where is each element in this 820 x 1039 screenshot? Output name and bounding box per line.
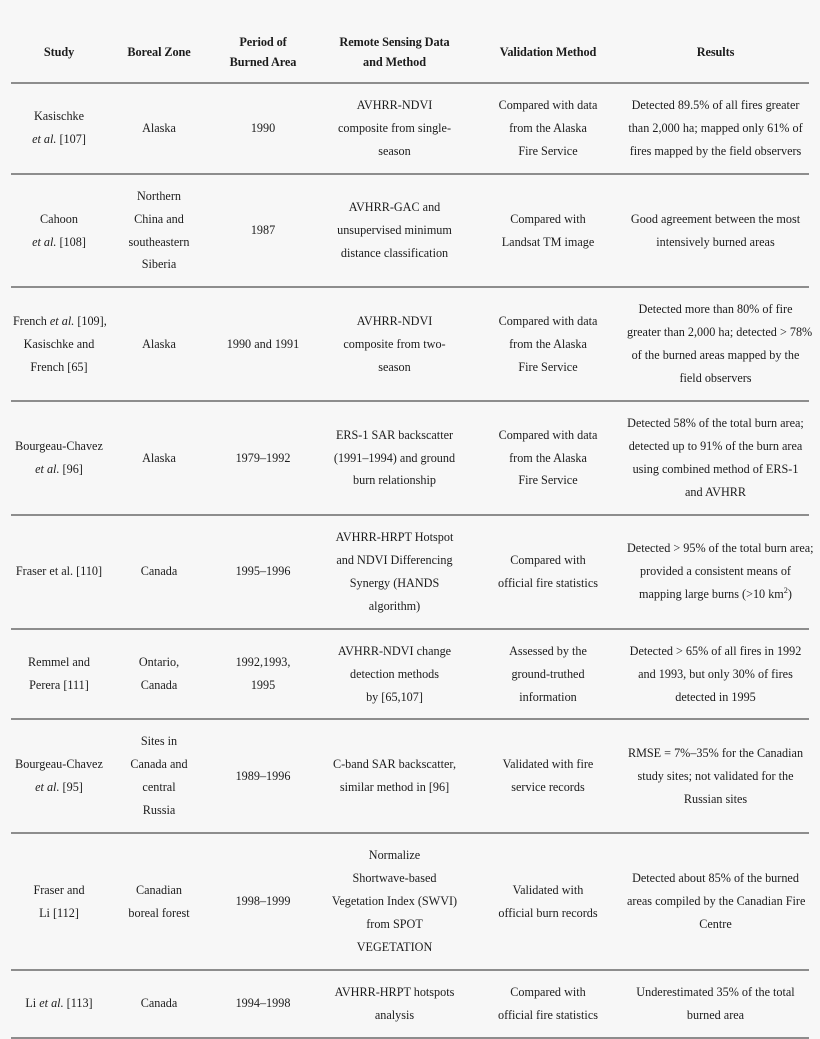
cell-study xyxy=(11,287,107,401)
cell-study-line: Kasischke xyxy=(33,109,85,124)
cell-boreal-zone-line: Alaska xyxy=(142,120,176,135)
column-header-period xyxy=(211,30,315,83)
cell-study xyxy=(11,401,107,515)
cell-results-line: RMSE = 7%–35% for the Canadian xyxy=(627,745,804,760)
cell-period-line: 1995–1996 xyxy=(235,564,291,579)
cell-boreal-zone-lines xyxy=(109,333,209,356)
cell-results-lines xyxy=(627,412,804,504)
cell-study-lines xyxy=(13,560,105,583)
cell-method-line: AVHRR-NDVI xyxy=(356,313,433,328)
cell-method-line: by [65,107] xyxy=(366,689,423,704)
cell-results xyxy=(622,401,809,515)
cell-study-line: Bourgeau-Chavez xyxy=(15,757,103,772)
cell-period xyxy=(211,287,315,401)
header-label-results: Results xyxy=(696,44,735,59)
cell-results-line: detected up to 91% of the burn area xyxy=(628,439,803,454)
cell-boreal-zone-lines xyxy=(109,992,209,1015)
cell-method-lines xyxy=(320,424,469,493)
cell-period xyxy=(211,83,315,174)
cell-method-line: distance classification xyxy=(340,245,449,260)
cell-study-lines xyxy=(13,992,105,1015)
header-label-period-line2: Burned Area xyxy=(229,54,297,69)
cell-method-lines xyxy=(320,526,469,618)
cell-boreal-zone xyxy=(107,287,211,401)
cell-results-line: areas compiled by the Canadian Fire xyxy=(627,894,806,909)
cell-validation-line: from the Alaska xyxy=(509,120,587,135)
cell-validation-line: Compared with data xyxy=(498,427,598,442)
cell-study-line: Li [112] xyxy=(39,905,79,920)
column-header-remote-sensing-method xyxy=(315,30,474,83)
cell-results-line: provided a consistent means of xyxy=(640,564,791,579)
cell-results-line: of the burned areas mapped by the xyxy=(631,348,800,363)
cell-validation-lines xyxy=(479,981,617,1027)
cell-study-lines xyxy=(13,208,105,254)
cell-validation-line: from the Alaska xyxy=(509,450,587,465)
cell-results-line: than 2,000 ha; mapped only 61% of xyxy=(628,120,803,135)
cell-validation-lines xyxy=(479,753,617,799)
cell-study xyxy=(11,515,107,629)
cell-results-lines xyxy=(627,742,804,811)
cell-study-line: Fraser et al. [110] xyxy=(15,564,103,579)
cell-boreal-zone-line: Canada and xyxy=(130,757,188,772)
cell-boreal-zone-lines xyxy=(109,651,209,697)
cell-validation-lines xyxy=(479,424,617,493)
cell-boreal-zone-line: central xyxy=(142,780,176,795)
cell-study-line: Bourgeau-Chavez xyxy=(15,439,103,454)
burned-area-studies-table xyxy=(11,30,814,1039)
cell-boreal-zone xyxy=(107,174,211,288)
et-al-italic: et al. xyxy=(32,132,57,147)
cell-validation-lines xyxy=(479,208,617,254)
cell-boreal-zone-lines xyxy=(109,447,209,470)
header-label-method-line2: and Method xyxy=(363,54,426,69)
cell-method xyxy=(315,970,474,1038)
cell-results-line: mapping large burns (>10 $km^2$) xyxy=(639,586,792,602)
cell-period xyxy=(211,629,315,720)
cell-results-line: study sites; not validated for the xyxy=(637,768,794,783)
cell-period-lines xyxy=(213,765,313,788)
cell-results-line: detected in 1995 xyxy=(675,689,756,704)
cell-results xyxy=(622,515,814,629)
cell-period xyxy=(211,719,315,833)
table-row xyxy=(11,83,809,174)
cell-study-line: Perera [111] xyxy=(29,678,89,693)
cell-boreal-zone-line: Alaska xyxy=(142,336,176,351)
column-header-study xyxy=(11,30,107,83)
cell-period-line: 1979–1992 xyxy=(235,450,291,465)
cell-validation-lines xyxy=(479,549,617,595)
cell-results-line: using combined method of ERS-1 xyxy=(632,462,799,476)
cell-boreal-zone-line: Northern xyxy=(137,188,181,203)
cell-validation xyxy=(474,629,622,720)
cell-period xyxy=(211,515,315,629)
cell-validation-lines xyxy=(479,879,617,925)
table-header xyxy=(11,30,809,83)
cell-study-line: Kasischke and xyxy=(23,336,95,351)
cell-method-line: Vegetation Index (SWVI) xyxy=(331,894,458,909)
cell-results-line: Underestimated 35% of the total xyxy=(636,984,795,999)
cell-validation-line: Landsat TM image xyxy=(501,234,595,249)
cell-results-lines xyxy=(627,981,804,1027)
cell-results xyxy=(622,629,809,720)
cell-period-line: 1994–1998 xyxy=(235,996,291,1011)
cell-method-line: detection methods xyxy=(349,666,439,681)
cell-boreal-zone-lines xyxy=(109,879,209,925)
cell-results-line: and AVHRR xyxy=(684,484,747,499)
cell-method-line: Shortwave-based xyxy=(352,871,437,886)
cell-method-line: AVHRR-GAC and xyxy=(348,200,441,215)
cell-validation xyxy=(474,83,622,174)
cell-results-line: greater than 2,000 ha; detected > 78% xyxy=(627,325,813,340)
cell-method-lines xyxy=(320,981,469,1027)
cell-method xyxy=(315,174,474,288)
cell-method xyxy=(315,401,474,515)
table-row xyxy=(11,515,809,629)
et-al-italic: et al. xyxy=(35,462,60,476)
table-row xyxy=(11,629,809,720)
cell-method xyxy=(315,629,474,720)
cell-method-line: unsupervised minimum xyxy=(337,223,452,238)
cell-study-lines xyxy=(13,651,105,697)
cell-boreal-zone-lines xyxy=(109,185,209,277)
header-row xyxy=(11,30,809,83)
cell-method xyxy=(315,833,474,970)
cell-method xyxy=(315,515,474,629)
cell-period xyxy=(211,833,315,970)
cell-method-line: similar method in [96] xyxy=(339,780,450,795)
cell-period-lines xyxy=(213,651,313,697)
cell-validation-line: service records xyxy=(511,780,585,795)
cell-results xyxy=(622,174,809,288)
cell-study-line: et al. [96] xyxy=(35,462,83,476)
cell-period-line: 1992,1993, xyxy=(235,655,291,670)
cell-period-line: 1990 and 1991 xyxy=(226,336,300,351)
table-row xyxy=(11,833,809,970)
cell-method-line: composite from single- xyxy=(337,120,452,135)
cell-boreal-zone-line: boreal forest xyxy=(128,905,190,920)
cell-study-lines xyxy=(13,753,105,799)
cell-validation xyxy=(474,174,622,288)
cell-boreal-zone-line: China and xyxy=(134,211,184,226)
cell-study-lines xyxy=(13,105,105,151)
cell-results-line: fires mapped by the field observers xyxy=(629,143,802,158)
cell-method xyxy=(315,83,474,174)
cell-period-lines xyxy=(213,447,313,470)
cell-study-line: et al. [95] xyxy=(35,780,83,795)
cell-method xyxy=(315,719,474,833)
cell-results-line: Detected > 95% of the total burn area; xyxy=(627,541,814,556)
cell-results-lines xyxy=(627,298,813,390)
cell-period-lines xyxy=(213,560,313,583)
table-row xyxy=(11,174,809,288)
cell-method-line: algorithm) xyxy=(368,598,421,613)
cell-study-line: Remmel and xyxy=(28,655,90,670)
cell-method-lines xyxy=(320,753,469,799)
cell-results-line: Detected more than 80% of fire xyxy=(638,302,793,317)
cell-validation-line: Fire Service xyxy=(518,143,578,158)
cell-period-line: 1995 xyxy=(250,678,276,693)
cell-results-line: Detected 58% of the total burn area; xyxy=(627,416,804,431)
cell-boreal-zone xyxy=(107,970,211,1038)
cell-validation xyxy=(474,287,622,401)
cell-method-line: ERS-1 SAR backscatter xyxy=(335,427,454,442)
cell-boreal-zone xyxy=(107,401,211,515)
cell-boreal-zone xyxy=(107,833,211,970)
cell-period-lines xyxy=(213,117,313,140)
header-label-validation: Validation Method xyxy=(499,44,597,59)
cell-study xyxy=(11,970,107,1038)
cell-boreal-zone-line: Canada xyxy=(140,564,178,579)
cell-results xyxy=(622,970,809,1038)
cell-period xyxy=(211,401,315,515)
cell-boreal-zone-line: Canada xyxy=(140,678,178,693)
header-label-method-line1: Remote Sensing Data xyxy=(339,35,450,49)
cell-study-lines xyxy=(13,310,105,379)
table-row xyxy=(11,287,809,401)
cell-method xyxy=(315,287,474,401)
cell-validation-line: Compared with xyxy=(510,984,586,999)
cell-boreal-zone-line: Canada xyxy=(140,996,178,1011)
column-header-validation-method xyxy=(474,30,622,83)
cell-period-lines xyxy=(213,890,313,913)
cell-method-line: AVHRR-NDVI change xyxy=(337,643,452,658)
cell-boreal-zone-line: Siberia xyxy=(141,257,177,272)
cell-method-lines xyxy=(320,310,469,379)
cell-validation xyxy=(474,515,622,629)
cell-results xyxy=(622,833,809,970)
cell-validation-line: information xyxy=(519,689,577,704)
cell-validation xyxy=(474,401,622,515)
cell-results-line: burned area xyxy=(686,1007,745,1022)
header-label-study: Study xyxy=(43,44,75,59)
cell-results-lines xyxy=(627,640,804,709)
cell-method-line: C-band SAR backscatter, xyxy=(332,757,457,772)
cell-method-line: Normalize xyxy=(368,848,421,863)
cell-results-lines xyxy=(627,94,804,163)
superscript-exponent: 2 xyxy=(783,586,788,596)
cell-boreal-zone-line: Canadian xyxy=(135,882,183,897)
cell-study xyxy=(11,174,107,288)
cell-validation-line: official burn records xyxy=(498,905,598,920)
cell-study-line: et al. [107] xyxy=(32,132,86,147)
table-row xyxy=(11,970,809,1038)
header-label-boreal-zone: Boreal Zone xyxy=(127,44,191,59)
cell-period-line: 1987 xyxy=(250,223,276,238)
cell-boreal-zone-line: Alaska xyxy=(142,450,176,465)
cell-period-lines xyxy=(213,992,313,1015)
cell-study-line: French et al. [109], xyxy=(13,313,107,328)
cell-period-line: 1990 xyxy=(250,120,276,135)
cell-results-line: Detected 89.5% of all fires greater xyxy=(631,97,800,112)
cell-method-line: AVHRR-HRPT hotspots xyxy=(334,984,455,999)
cell-study xyxy=(11,719,107,833)
cell-study xyxy=(11,83,107,174)
cell-results xyxy=(622,287,813,401)
cell-boreal-zone xyxy=(107,629,211,720)
cell-boreal-zone-line: Sites in xyxy=(140,734,178,749)
et-al-italic: et al. xyxy=(32,234,57,249)
cell-study xyxy=(11,833,107,970)
column-header-results xyxy=(622,30,809,83)
table-row xyxy=(11,719,809,833)
cell-boreal-zone xyxy=(107,515,211,629)
cell-period-line: 1989–1996 xyxy=(235,768,291,783)
cell-method-line: season xyxy=(378,143,411,158)
cell-method-line: from SPOT xyxy=(366,917,423,931)
cell-results-line: Good agreement between the most xyxy=(630,211,801,226)
cell-validation-line: Compared with data xyxy=(498,313,598,328)
cell-method-line: VEGETATION xyxy=(356,939,433,954)
cell-validation-line: official fire statistics xyxy=(498,1007,598,1022)
et-al-italic: et al. xyxy=(35,780,60,795)
cell-results xyxy=(622,719,809,833)
et-al-italic: et al. xyxy=(39,996,64,1011)
cell-method-line: (1991–1994) and ground xyxy=(333,450,456,465)
header-label-period-line1: Period of xyxy=(239,35,287,49)
cell-results xyxy=(622,83,809,174)
cell-boreal-zone-line: southeastern xyxy=(128,234,190,249)
cell-results-line: Detected about 85% of the burned xyxy=(632,871,799,886)
cell-validation-line: Fire Service xyxy=(518,473,578,488)
cell-validation-line: Compared with xyxy=(510,552,586,567)
cell-period xyxy=(211,174,315,288)
cell-method-line: AVHRR-NDVI xyxy=(356,97,433,112)
cell-validation-line: ground-truthed xyxy=(511,666,585,681)
cell-study-lines xyxy=(13,879,105,925)
cell-boreal-zone-lines xyxy=(109,730,209,822)
cell-results-line: field observers xyxy=(679,371,752,386)
cell-results-line: Centre xyxy=(699,917,732,931)
cell-method-lines xyxy=(320,94,469,163)
cell-boreal-zone xyxy=(107,83,211,174)
cell-period-lines xyxy=(213,219,313,242)
cell-validation-line: Compared with xyxy=(510,211,586,226)
cell-method-line: burn relationship xyxy=(353,473,436,488)
cell-method-lines xyxy=(320,196,469,265)
cell-validation-line: Assessed by the xyxy=(509,643,587,658)
cell-boreal-zone-lines xyxy=(109,560,209,583)
cell-validation-line: Validated with xyxy=(512,882,584,897)
cell-study-line: Cahoon xyxy=(40,211,78,226)
cell-validation xyxy=(474,719,622,833)
cell-boreal-zone-line: Ontario, xyxy=(138,655,180,670)
cell-results-lines xyxy=(627,208,804,254)
cell-method-line: and NDVI Differencing xyxy=(336,552,453,567)
cell-validation-lines xyxy=(479,94,617,163)
cell-results-line: intensively burned areas xyxy=(656,234,775,249)
cell-validation xyxy=(474,970,622,1038)
cell-method-line: Synergy (HANDS xyxy=(349,575,440,590)
table-row xyxy=(11,401,809,515)
cell-study-line: et al. [108] xyxy=(32,234,86,249)
cell-validation-line: from the Alaska xyxy=(509,336,587,351)
cell-period-lines xyxy=(213,333,313,356)
cell-method-lines xyxy=(320,844,469,959)
cell-validation-lines xyxy=(479,640,617,709)
cell-boreal-zone-lines xyxy=(109,117,209,140)
cell-method-line: AVHRR-HRPT Hotspot xyxy=(335,529,454,544)
column-header-boreal-zone xyxy=(107,30,211,83)
cell-study xyxy=(11,629,107,720)
cell-results-line: Russian sites xyxy=(683,791,748,806)
cell-results-lines xyxy=(627,537,814,606)
cell-results-line: Detected > 65% of all fires in 1992 xyxy=(629,643,802,658)
cell-boreal-zone xyxy=(107,719,211,833)
cell-period xyxy=(211,970,315,1038)
cell-method-line: analysis xyxy=(374,1007,415,1022)
cell-study-line: French [65] xyxy=(30,359,88,374)
cell-validation xyxy=(474,833,622,970)
cell-validation-line: Compared with data xyxy=(498,97,598,112)
cell-validation-line: Fire Service xyxy=(518,359,578,374)
cell-period-line: 1998–1999 xyxy=(235,894,291,909)
table-body xyxy=(11,83,814,1038)
cell-study-line: Fraser and xyxy=(33,882,85,897)
cell-method-line: season xyxy=(378,359,411,374)
cell-validation-line: Validated with fire xyxy=(502,757,594,772)
cell-validation-line: official fire statistics xyxy=(498,575,598,590)
cell-method-lines xyxy=(320,640,469,709)
cell-validation-lines xyxy=(479,310,617,379)
cell-results-line: and 1993, but only 30% of fires xyxy=(638,666,793,681)
et-al-italic: et al. xyxy=(49,313,75,328)
cell-results-lines xyxy=(627,867,804,936)
table-page xyxy=(0,30,820,1022)
cell-study-lines xyxy=(13,435,105,481)
cell-method-line: composite from two- xyxy=(343,336,446,351)
cell-boreal-zone-line: Russia xyxy=(142,803,176,818)
cell-study-line: Li et al. [113] xyxy=(25,996,93,1011)
